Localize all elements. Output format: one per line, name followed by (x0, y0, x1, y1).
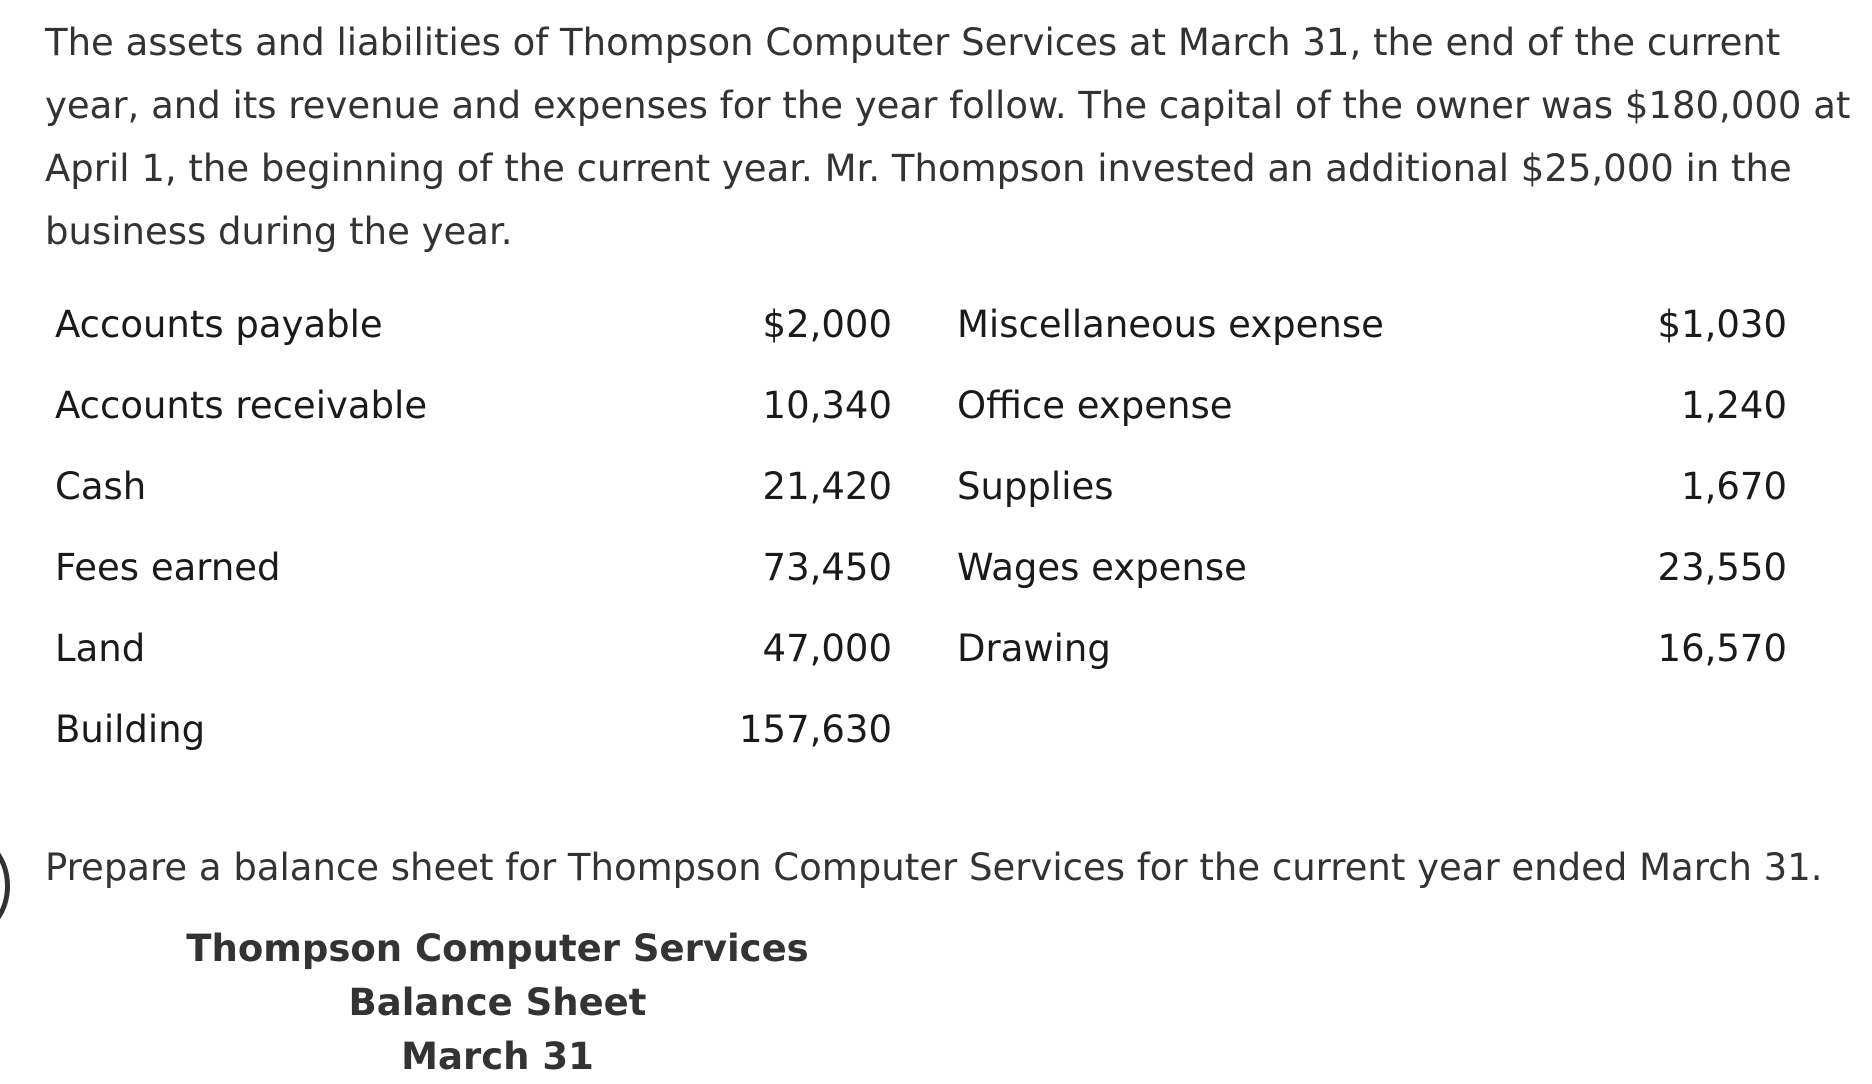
account-label (892, 689, 1477, 770)
account-balances-table (45, 284, 1787, 770)
statement-date: March 31 (401, 1035, 594, 1078)
account-value: 1,240 (1681, 384, 1787, 427)
account-value: $2,000 (762, 303, 892, 346)
table-row (45, 527, 1787, 608)
account-value: 157,630 (738, 708, 892, 751)
account-label: Building (55, 708, 206, 751)
statement-title: Balance Sheet (348, 981, 647, 1024)
table-row (45, 689, 1787, 770)
account-value: 23,550 (1657, 546, 1787, 589)
account-value: 47,000 (762, 627, 892, 670)
account-label: Fees earned (55, 546, 281, 589)
account-value: 21,420 (762, 465, 892, 508)
account-value: 73,450 (762, 546, 892, 589)
task-instruction: Prepare a balance sheet for Thompson Computer Services for the current year ended March 31. (45, 846, 1823, 889)
table-row (45, 365, 1787, 446)
account-label: Cash (55, 465, 147, 508)
account-label: Drawing (957, 627, 1111, 670)
account-label: Accounts receivable (55, 384, 428, 427)
account-value: 16,570 (1657, 627, 1787, 670)
question-marker-circle (0, 838, 10, 934)
account-value (1477, 689, 1787, 770)
account-label: Wages expense (957, 546, 1247, 589)
problem-intro-text: The assets and liabilities of Thompson Computer Services at March 31, the end of the current year, and its revenue and expenses for the year follow. The capital of the owner was $180,000 at April 1, the beginning of the current year. Mr. Thompson invested an additional $25,000 in the business during the year. (45, 21, 1851, 253)
account-value: 1,670 (1681, 465, 1787, 508)
company-name: Thompson Computer Services (186, 927, 809, 970)
account-label: Supplies (957, 465, 1114, 508)
account-label: Accounts payable (55, 303, 383, 346)
table-row (45, 284, 1787, 365)
account-value: 10,340 (762, 384, 892, 427)
account-value: $1,030 (1657, 303, 1787, 346)
account-label: Office expense (957, 384, 1233, 427)
account-label: Land (55, 627, 146, 670)
table-row (45, 608, 1787, 689)
table-row (45, 446, 1787, 527)
balance-sheet-heading (170, 922, 825, 1084)
account-label: Miscellaneous expense (957, 303, 1384, 346)
